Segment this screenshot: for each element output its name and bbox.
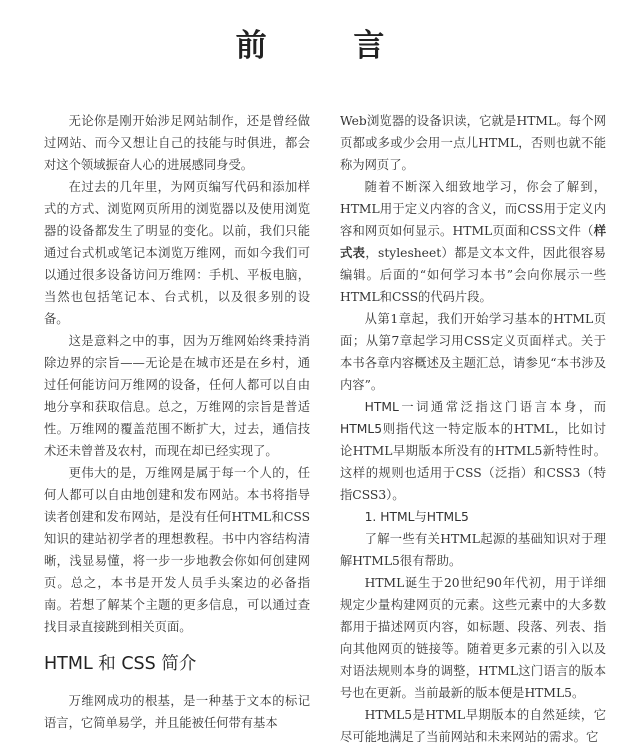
paragraph [340, 176, 606, 308]
paragraph: 更伟大的是，万维网是属于每一个人的，任何人都可以自由地创建和发布网站。本书将指导读者创建和发布网站，是没有任何HTML和CSS知识的建站初学者的理想教程。书中内容结构清晰，浅显易懂，将一步一步地教会你如何创建网页。总之，本书是开发人员手头案边的必备指南。若想了解某个主题的更多信息，可以通过查找目录直接跳到相关页面。 [44, 466, 310, 634]
page-title: 前 言 [235, 28, 423, 64]
paragraph: 无论你是刚开始涉足网站制作，还是曾经做过网站、而今又想让自己的技能与时俱进，都会对这个领域振奋人心的进展感同身受。 [44, 114, 310, 172]
sub-heading: 1. HTML与HTML5 [364, 510, 469, 524]
text-run: 则指代这一特定版本的HTML，比如讨论HTML早期版本所没有的HTML5新特性时。这样的规则也适用于CSS（泛指）和CSS3（特指CSS3）。 [340, 422, 606, 502]
paragraph: 了解一些有关HTML起源的基础知识对于理解HTML5很有帮助。 [340, 532, 606, 568]
bold-term: 样式表 [340, 223, 606, 260]
text-run: 一词通常泛指这门语言本身，而 [398, 400, 606, 414]
text-run: 随着不断深入细致地学习，你会了解到，HTML用于定义内容的含义，而CSS用于定义内容和网页如何显示。HTML页面和CSS文件（ [340, 180, 606, 238]
paragraph: HTML诞生于20世纪90年代初，用于详细规定少量构建网页的元素。这些元素中的大多数都用于描述网页内容，如标题、段落、列表、指向其他网页的链接等。随着更多元素的引入以及对语法规则本身的调整，HTML这门语言的版本号也在更新。当前最新的版本便是HTML5。 [340, 576, 606, 700]
paragraph: 万维网成功的根基，是一种基于文本的标记语言，它简单易学，并且能被任何带有基本 [44, 694, 310, 730]
paragraph: 这是意料之中的事，因为万维网始终秉持消除边界的宗旨——无论是在城市还是在乡村，通过任何能访问万维网的设备，任何人都可以自由地分享和获取信息。总之，万维网的宗旨是普适性。万维网的覆盖范围不断扩大，过去，通信技术还未曾普及农村，而现在却已经实现了。 [44, 334, 310, 458]
paragraph [340, 396, 606, 506]
left-column [44, 110, 310, 734]
term-html5: HTML5 [340, 422, 383, 436]
paragraph: 从第1章起，我们开始学习基本的HTML页面；从第7章起学习用CSS定义页面样式。关于本书各章内容概述及主题汇总，请参见“本书涉及内容”。 [340, 312, 606, 392]
term-html: HTML [364, 400, 399, 414]
right-column [340, 110, 606, 748]
paragraph: Web浏览器的设备识读，它就是HTML。每个网页都或多或少会用一点儿HTML，否则也就不能称为网页了。 [340, 114, 606, 172]
text-run: ，stylesheet）都是文本文件，因此很容易编辑。后面的“如何学习本书”会向你展示一些HTML和CSS的代码片段。 [340, 246, 606, 304]
section-heading: HTML 和 CSS 简介 [44, 654, 197, 674]
paragraph: HTML5是HTML早期版本的自然延续，它尽可能地满足了当前网站和未来网站的需求。它 [340, 708, 606, 744]
paragraph: 在过去的几年里，为网页编写代码和添加样式的方式、浏览网页所用的浏览器以及使用浏览器的设备都发生了明显的变化。以前，我们只能通过台式机或笔记本浏览万维网，而如今我们可以通过很多设备访问万维网：手机、平板电脑，当然也包括笔记本、台式机，以及很多别的设备。 [44, 180, 310, 326]
